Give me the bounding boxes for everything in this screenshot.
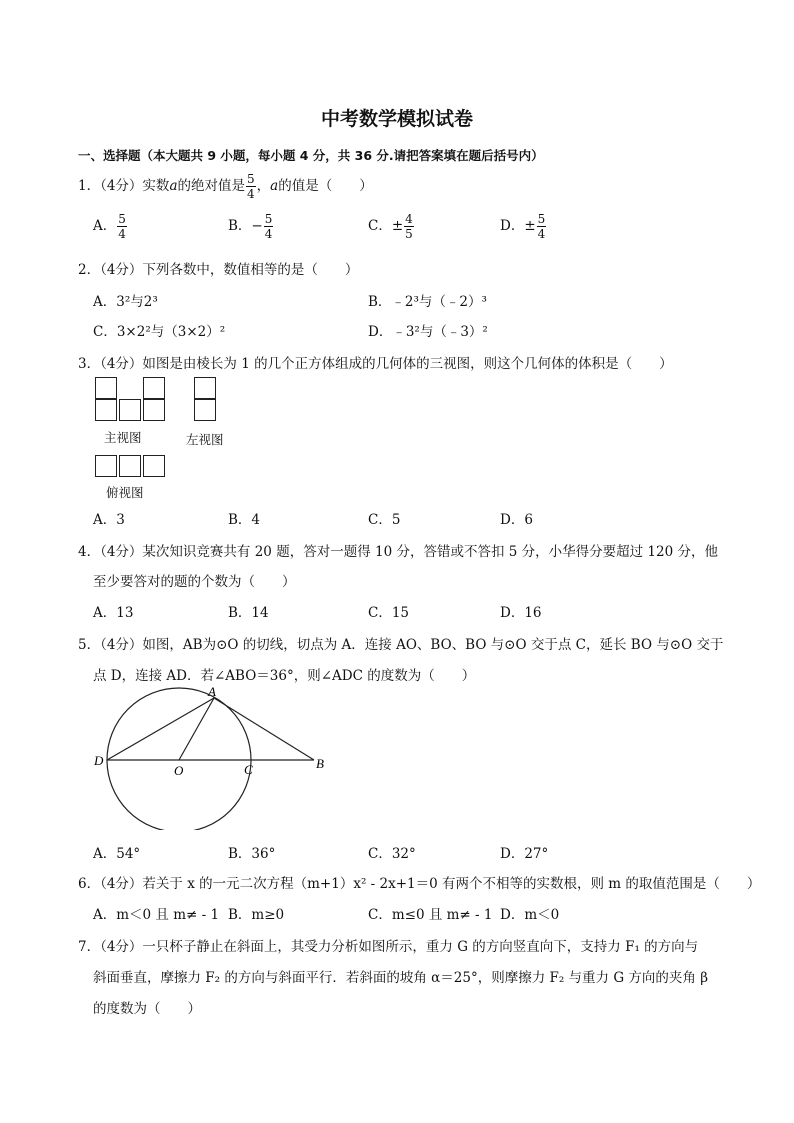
question-4-option-c[interactable]: C．15 [368,605,410,621]
question-4-option-b[interactable]: B．14 [228,605,269,621]
question-6-stem: 6．（4分）若关于 x 的一元二次方程（m+1）x² - 2x+1＝0 有两个不相等的实数根，则 m 的取值范围是（ ） [78,876,761,892]
question-5-option-c[interactable]: C．32° [368,846,416,862]
question-1-option-b[interactable]: B．− $\frac{5}{4}$ [228,212,273,241]
section-heading: 一、选择题（本大题共 9 小题，每小题 4 分，共 36 分.请把答案填在题后括号内） [78,148,544,163]
question-4-line-1: 4．（4分）某次知识竞赛共有 20 题，答对一题得 10 分，答错或不答扣 5 分，小华得分要超过 120 分，他 [78,544,718,560]
question-4-option-a[interactable]: A．13 [93,605,134,621]
line-ab [214,698,314,760]
question-3-option-c[interactable]: C．5 [368,512,401,528]
point-c-label: C [244,762,253,777]
question-7-line-1: 7．（4分）一只杯子静止在斜面上，其受力分析如图所示，重力 G 的方向竖直向下，支持力 F₁ 的方向与 [78,939,699,955]
point-a-label: A [208,685,216,699]
left-view-label: 左视图 [186,432,224,447]
point-b-label: B [316,756,324,771]
question-5-line-2: 点 D，连接 AD．若∠ABO＝36°，则∠ADC 的度数为（ ） [93,668,476,684]
front-view-label: 主视图 [104,430,142,445]
question-5-option-d[interactable]: D．27° [500,846,549,862]
question-1-option-a[interactable]: A． $\frac{5}{4}$ [93,212,126,241]
question-2-stem: 2．（4分）下列各数中，数值相等的是（ ） [78,262,359,278]
question-6-option-a[interactable]: A．m＜0 且 m≠ - 1 [93,907,220,923]
question-6-option-c[interactable]: C．m≤0 且 m≠ - 1 [368,907,493,923]
question-3-option-d[interactable]: D．6 [500,512,533,528]
question-2-option-b[interactable]: B．﹣2³与（﹣2）³ [368,294,487,310]
question-4-line-2: 至少要答对的题的个数为（ ） [93,574,296,590]
question-1-option-d[interactable]: D．± $\frac{5}{4}$ [500,212,546,241]
page-title: 中考数学模拟试卷 [320,108,473,130]
circle-tangent-figure [90,685,330,830]
question-5-option-a[interactable]: A．54° [93,846,141,862]
point-d-label: D [94,753,104,768]
line-ao [179,698,214,760]
question-3-stem: 3．（4分）如图是由棱长为 1 的几个正方体组成的几何体的三视图，则这个几何体的体积是（ ） [78,356,673,372]
question-4-option-d[interactable]: D．16 [500,605,542,621]
question-7-line-3: 的度数为（ ） [93,1001,201,1017]
question-6-option-d[interactable]: D．m＜0 [500,907,560,923]
question-7-line-2: 斜面垂直，摩擦力 F₂ 的方向与斜面平行．若斜面的坡角 α＝25°，则摩擦力 F₂ 与重力 G 方向的夹角 β [93,970,709,986]
question-2-option-c[interactable]: C．3×2²与（3×2）² [93,324,226,340]
question-6-option-b[interactable]: B．m≥0 [228,907,285,923]
question-1-stem: 1．（4分）实数a的绝对值是 $\frac{5}{4}$ ，a的值是（ ） [78,172,373,201]
question-2-option-d[interactable]: D．﹣3²与（﹣3）² [368,324,488,340]
question-3-option-b[interactable]: B．4 [228,512,261,528]
top-view-label: 俯视图 [106,485,144,500]
point-o-label: O [174,763,184,778]
line-ad [107,698,214,760]
question-3-option-a[interactable]: A．3 [93,512,125,528]
question-1-option-c[interactable]: C．± $\frac{4}{5}$ [368,212,413,241]
question-5-option-b[interactable]: B．36° [228,846,276,862]
question-2-option-a[interactable]: A．3²与2³ [93,294,158,310]
question-5-line-1: 5．（4分）如图，AB为⊙O 的切线，切点为 A．连接 AO、BO、BO 与⊙O 交于点 C，延长 BO 与⊙O 交于 [78,637,724,653]
fraction: $\frac{5}{4}$ [247,172,255,201]
